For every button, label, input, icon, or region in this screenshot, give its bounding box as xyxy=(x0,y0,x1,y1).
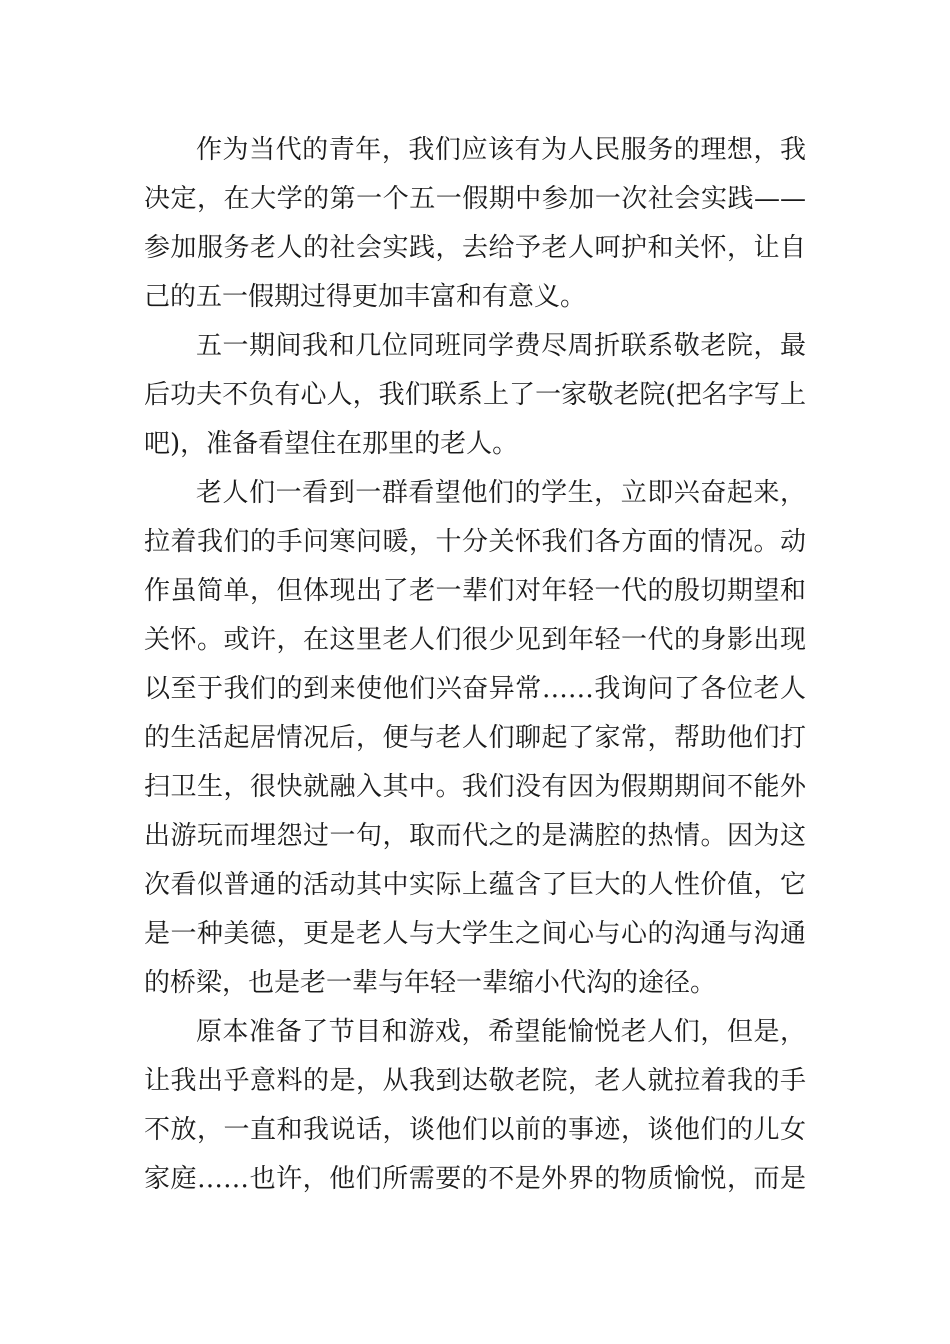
text-line: 作虽简单，但体现出了老一辈们对年轻一代的殷切期望和 xyxy=(144,576,806,606)
text-line: 家庭……也许，他们所需要的不是外界的物质愉悦，而是 xyxy=(144,1164,806,1194)
paragraph xyxy=(144,126,806,322)
text-line: 关怀。或许，在这里老人们很少见到年轻一代的身影出现 xyxy=(144,625,806,655)
text-line: 己的五一假期过得更加丰富和有意义。 xyxy=(144,282,587,312)
text-line: 让我出乎意料的是，从我到达敬老院，老人就拉着我的手 xyxy=(144,1066,806,1096)
text-line: 的生活起居情况后，便与老人们聊起了家常，帮助他们打 xyxy=(144,723,806,753)
text-line: 出游玩而埋怨过一句，取而代之的是满腔的热情。因为这 xyxy=(144,821,806,851)
text-line: 作为当代的青年，我们应该有为人民服务的理想，我 xyxy=(196,135,806,165)
text-line: 拉着我们的手问寒问暖，十分关怀我们各方面的情况。动 xyxy=(144,527,806,557)
text-line: 吧)，准备看望住在那里的老人。 xyxy=(144,429,519,459)
text-line: 老人们一看到一群看望他们的学生，立即兴奋起来， xyxy=(196,478,806,508)
document-body xyxy=(144,126,806,1204)
paragraph xyxy=(144,322,806,469)
text-line: 五一期间我和几位同班同学费尽周折联系敬老院，最 xyxy=(196,331,806,361)
text-line: 次看似普通的活动其中实际上蕴含了巨大的人性价值，它 xyxy=(144,870,806,900)
text-line: 扫卫生，很快就融入其中。我们没有因为假期期间不能外 xyxy=(144,772,806,802)
text-line: 决定，在大学的第一个五一假期中参加一次社会实践—— xyxy=(144,184,806,214)
text-line: 的桥梁，也是老一辈与年轻一辈缩小代沟的途径。 xyxy=(144,968,717,998)
text-line: 原本准备了节目和游戏，希望能愉悦老人们，但是， xyxy=(196,1017,806,1047)
paragraph xyxy=(144,469,806,1008)
text-line: 以至于我们的到来使他们兴奋异常……我询问了各位老人 xyxy=(144,674,806,704)
text-line: 是一种美德，更是老人与大学生之间心与心的沟通与沟通 xyxy=(144,919,806,949)
text-line: 参加服务老人的社会实践，去给予老人呵护和关怀，让自 xyxy=(144,233,806,263)
paragraph xyxy=(144,1008,806,1204)
text-line: 不放，一直和我说话，谈他们以前的事迹，谈他们的儿女 xyxy=(144,1115,806,1145)
text-line: 后功夫不负有心人，我们联系上了一家敬老院(把名字写上 xyxy=(144,380,806,410)
